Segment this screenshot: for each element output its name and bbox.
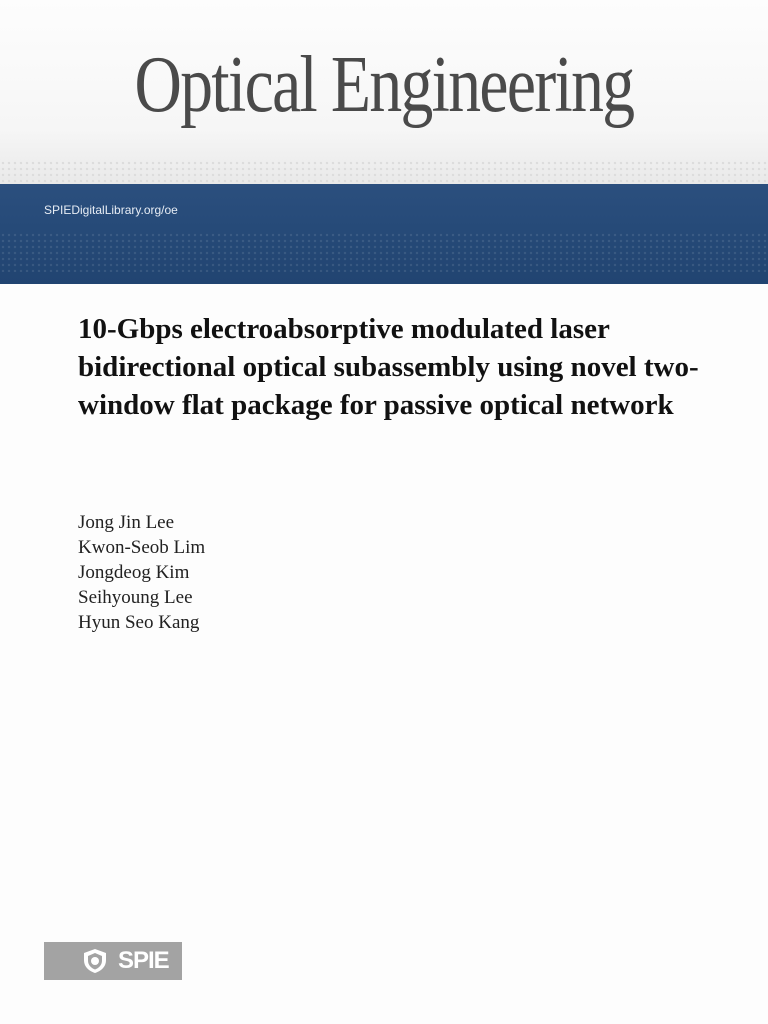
url-band-dot-pattern: [0, 232, 768, 272]
author-name: Kwon-Seob Lim: [78, 537, 206, 558]
author-name: Jongdeog Kim: [78, 562, 190, 583]
journal-url-link[interactable]: SPIEDigitalLibrary.org/oe: [44, 203, 178, 217]
author-name: Hyun Seo Kang: [78, 612, 200, 633]
journal-url-band: [0, 184, 768, 284]
author-list: [78, 510, 205, 635]
author-name: Seihyoung Lee: [78, 587, 193, 608]
journal-masthead: [0, 0, 768, 184]
spie-logo: [44, 942, 182, 980]
spie-logo-text: SPIE: [118, 947, 169, 974]
journal-title: Optical Engineering: [134, 41, 634, 129]
masthead-dot-pattern: [0, 160, 768, 184]
paper-title: 10-Gbps electroabsorptive modulated laser bidirectional optical subassembly using novel two-window flat package for passive optical network: [78, 313, 699, 421]
author-name: Jong Jin Lee: [78, 512, 175, 533]
spie-shield-icon: [82, 948, 108, 974]
